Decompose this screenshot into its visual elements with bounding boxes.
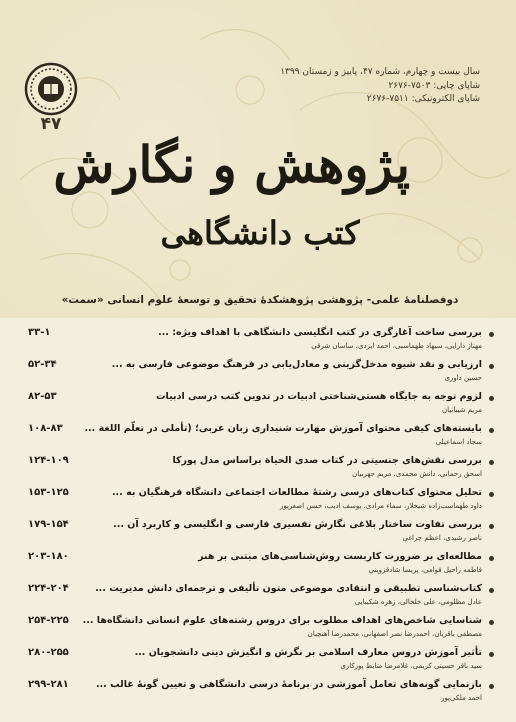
bullet-icon <box>489 588 494 593</box>
bullet-icon <box>489 492 494 497</box>
toc-item <box>28 518 494 552</box>
toc-item <box>28 550 494 584</box>
article-authors: حسین داوری <box>444 374 482 382</box>
article-authors: فاطمه راحیل قوامی، پریسا شادقزوینی <box>368 566 482 574</box>
article-authors: اسحق رحمانی، دانش محمدی، مریم جهربیان <box>352 470 482 478</box>
toc-item <box>28 326 494 360</box>
article-title: لزوم توجه به جایگاه هستی‌شناختی ادبیات در تدوین کتب درسی ادبیات <box>156 391 482 402</box>
journal-title: پژوهش و نگارش <box>53 135 410 194</box>
issue-number: ۴۷ <box>40 114 62 134</box>
electronic-issn: شاپای الکترونیکی: ۷۵۱۱-۲۶۷۶ <box>366 94 480 104</box>
article-title: بررسی نقش‌های جنسیتی در کتاب صدی الحیاة براساس مدل پورکا <box>172 455 482 466</box>
article-pages: ۱۲۴-۱۰۹ <box>28 455 69 466</box>
article-pages: ۸۲-۵۳ <box>28 391 57 402</box>
article-title: بازنمایی گونه‌های تعامل آموزشی در برنامهٔ درسی دانشگاهی و تعیین گونهٔ غالب ... <box>95 679 482 690</box>
article-pages: ۱۷۹-۱۵۴ <box>28 519 69 530</box>
publisher-logo-icon <box>24 62 78 116</box>
article-title: بررسی تفاوت ساختار بلاغی نگارش تفسیری فارسی و انگلیسی و کاربرد آن ... <box>113 519 482 530</box>
toc-item <box>28 678 494 712</box>
bullet-icon <box>489 428 494 433</box>
article-authors: سید باقر حسینی کریمی، غلامرضا ضابط پورکاری <box>340 662 482 670</box>
bullet-icon <box>489 460 494 465</box>
toc-item <box>28 646 494 680</box>
article-pages: ۲۲۴-۲۰۴ <box>28 583 69 594</box>
article-title: شناسایی شاخص‌های اهداف مطلوب برای دروس رشته‌های علوم انسانی دانشگاه‌ها ... <box>82 615 482 626</box>
article-title: مطالعه‌ای بر ضرورت کاربست روش‌شناسی‌های مبتنی بر هنر <box>198 551 482 562</box>
article-title: ارزیابی و نقد شیوه مدخل‌گزینی و معادل‌یابی در فرهنگ موضوعی فارسی به ... <box>111 359 482 370</box>
article-authors: احمد ملکی‌پور <box>441 694 482 702</box>
article-authors: سجاد اسماعیلی <box>435 438 482 446</box>
bullet-icon <box>489 524 494 529</box>
issue-info <box>280 66 480 107</box>
article-pages: ۲۵۴-۲۲۵ <box>28 615 69 626</box>
toc-item <box>28 582 494 616</box>
bullet-icon <box>489 684 494 689</box>
article-authors: داود طهماسب‌زاده شیخلار، سماء مرادی، یوسف ادیب، حسن اصغرپور <box>279 502 482 510</box>
bullet-icon <box>489 652 494 657</box>
article-authors: ناصر رشیدی، اعظم چراغی <box>402 534 482 542</box>
bullet-icon <box>489 620 494 625</box>
article-title: بایسته‌های کیفی محتوای آموزش مهارت شنیداری زبان عربی؛ (تأملی در تعلّم اللغة ... <box>84 423 482 434</box>
bullet-icon <box>489 396 494 401</box>
toc-item <box>28 358 494 392</box>
issue-volume-line: سال بیست و چهارم، شماره ۴۷، پاییز و زمستان ۱۳۹۹ <box>280 67 480 77</box>
article-authors: عادل مظلومی، علی خلخالی، زهره شکیبایی <box>354 598 482 606</box>
print-issn: شاپای چاپی: ۷۵۰۳-۲۶۷۶ <box>388 80 480 91</box>
article-authors: مصطفی باقریان، احمدرضا نصر اصفهانی، محمدرضا آهنچیان <box>307 630 482 638</box>
article-pages: ۲۹۹-۲۸۱ <box>28 679 69 690</box>
toc-item <box>28 454 494 488</box>
toc-item <box>28 422 494 456</box>
bullet-icon <box>489 556 494 561</box>
article-pages: ۳۳-۱ <box>28 327 51 338</box>
toc-item <box>28 614 494 648</box>
journal-title-sub: کتب دانشگاهی <box>160 214 360 252</box>
article-authors: مهناز دارایی، سیهاد طهماسبی، احمد ایزدی، ساسان شرقی <box>311 342 482 350</box>
toc-item <box>28 486 494 520</box>
bullet-icon <box>489 364 494 369</box>
table-of-contents <box>0 318 516 722</box>
article-pages: ۲۸۰-۲۵۵ <box>28 647 69 658</box>
article-pages: ۱۰۸-۸۳ <box>28 423 63 434</box>
bullet-icon <box>489 332 494 337</box>
article-authors: مریم شیبانیان <box>441 406 482 414</box>
article-pages: ۵۲-۳۴ <box>28 359 57 370</box>
article-title: کتاب‌شناسی تطبیقی و انتقادی موضوعی متون تألیفی و ترجمه‌ای دانش مدیریت ... <box>95 583 482 594</box>
article-title: تأثیر آموزش دروس معارف اسلامی بر نگرش و انگیزش دینی دانشجویان ... <box>134 647 482 658</box>
article-pages: ۲۰۳-۱۸۰ <box>28 551 69 562</box>
article-title: تحلیل محتوای کتاب‌های درسی رشتهٔ مطالعات اجتماعی دانشگاه فرهنگیان به ... <box>111 487 482 498</box>
article-title: بررسی ساخت آغازگری در کتب انگلیسی دانشگاهی با اهداف ویژه: ... <box>158 327 482 338</box>
journal-description: دوفصلنامهٔ علمی- پژوهشی پژوهشکدهٔ تحقیق و توسعهٔ علوم انسانی «سمت» <box>61 294 459 306</box>
toc-item <box>28 390 494 424</box>
article-pages: ۱۵۳-۱۲۵ <box>28 487 69 498</box>
